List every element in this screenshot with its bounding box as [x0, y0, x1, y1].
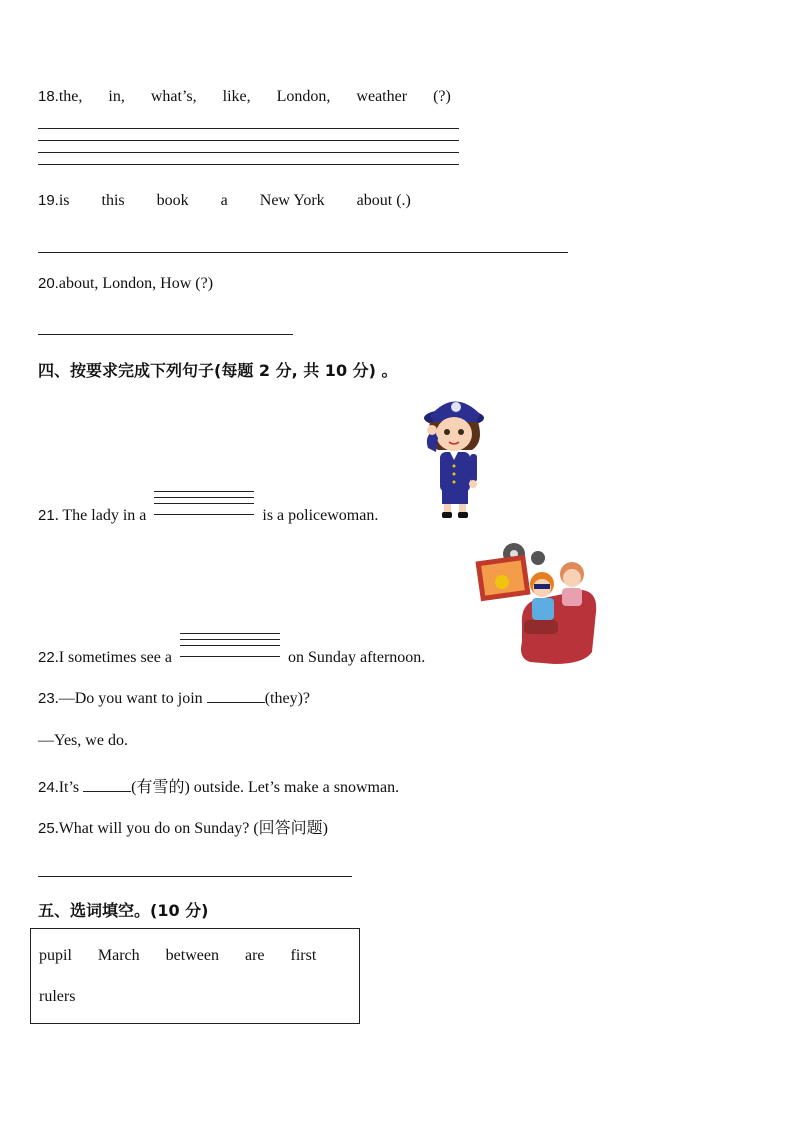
word-3: what’s, — [150, 88, 197, 105]
answer-blank[interactable] — [207, 702, 265, 703]
question-number: 23 — [38, 690, 55, 707]
question-23-answer: —Yes, we do. — [38, 732, 128, 749]
word-2: in, — [108, 88, 125, 105]
question-text-before: . The lady in a — [54, 507, 147, 524]
question-text: about, London, How (?) — [58, 275, 214, 292]
word-bank-row — [39, 947, 316, 965]
word-7: (?) — [433, 88, 451, 105]
question-number: 18. — [38, 88, 59, 105]
question-text: .What will you do on Sunday? (回答问题) — [54, 820, 328, 837]
question-text-after: (they)? — [264, 690, 310, 707]
word-bank-item: first — [290, 947, 317, 964]
question-text-before: .I sometimes see a — [54, 649, 172, 666]
answer-line[interactable] — [38, 876, 352, 877]
word-6: about (.) — [356, 192, 411, 209]
word-5: London, — [276, 88, 331, 105]
answer-line[interactable] — [38, 128, 459, 129]
answer-line[interactable] — [38, 164, 459, 165]
question-24 — [38, 774, 399, 797]
word-bank-item: pupil — [39, 947, 72, 964]
word-bank-item: rulers — [39, 988, 76, 1005]
word-2: this — [101, 192, 125, 209]
movie-watching-illustration — [474, 542, 602, 666]
question-number: 21 — [38, 507, 55, 524]
answer-line[interactable] — [38, 152, 459, 153]
policewoman-illustration — [416, 392, 492, 522]
question-text-after: (有雪的) outside. Let’s make a snowman. — [131, 779, 400, 796]
answer-blank[interactable] — [83, 791, 131, 792]
answer-line[interactable] — [38, 140, 459, 141]
word-bank-item: between — [165, 947, 219, 964]
question-number: 19. — [38, 192, 59, 209]
answer-blank[interactable] — [180, 648, 280, 662]
word-4: like, — [222, 88, 251, 105]
answer-blank[interactable] — [154, 506, 254, 520]
word-3: book — [156, 192, 189, 209]
section-title: 四、按要求完成下列句子(每题 2 分, 共 10 分) 。 — [38, 361, 398, 380]
answer-line[interactable] — [38, 252, 568, 253]
question-text-before: .It’s — [54, 779, 80, 796]
word-1: is — [58, 192, 70, 209]
question-20 — [38, 275, 213, 293]
question-number: 24 — [38, 779, 55, 796]
question-text-before: .—Do you want to join — [54, 690, 203, 707]
question-25 — [38, 815, 328, 838]
answer-line[interactable] — [38, 334, 293, 335]
word-bank-row — [39, 988, 75, 1006]
word-bank-item: March — [97, 947, 140, 964]
question-19 — [38, 192, 411, 210]
question-number: 22 — [38, 649, 55, 666]
question-number: 25 — [38, 820, 55, 837]
word-5: New York — [259, 192, 325, 209]
question-text-after: on Sunday afternoon. — [287, 649, 426, 666]
question-18 — [38, 88, 451, 106]
word-4: a — [220, 192, 228, 209]
word-bank-item: are — [244, 947, 265, 964]
word-6: weather — [356, 88, 408, 105]
question-22 — [38, 648, 425, 667]
section-title: 五、选词填空。(10 分) — [38, 901, 209, 920]
question-23 — [38, 690, 310, 708]
word-bank-box — [30, 928, 360, 1024]
question-21 — [38, 506, 378, 525]
question-text-after: is a policewoman. — [262, 507, 379, 524]
word-1: the, — [58, 88, 83, 105]
question-number: 20. — [38, 275, 59, 292]
